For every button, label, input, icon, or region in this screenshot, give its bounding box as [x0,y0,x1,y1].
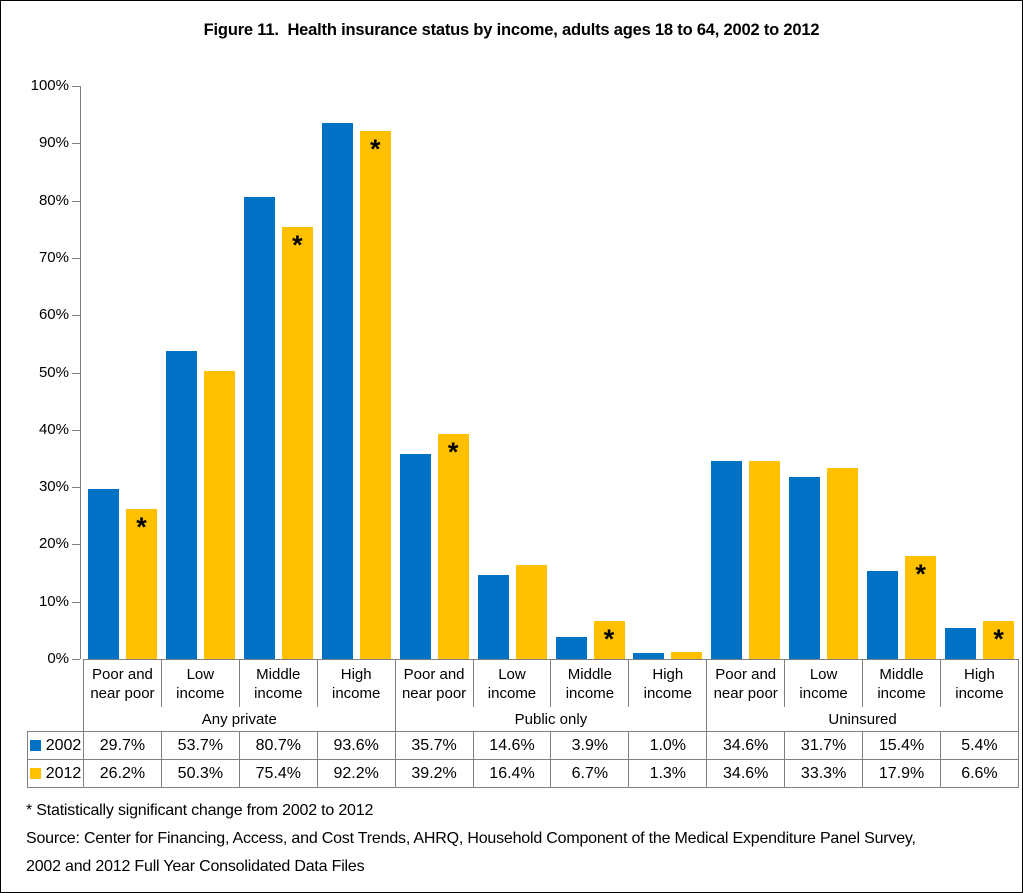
category-cell-poor-and-near-poor-4: Poor and near poor [395,660,473,708]
y-axis-tick-label: 10% [38,592,69,610]
y-axis-tick-mark [72,143,80,144]
value-cell-2012-middle-income-10: 17.9% [863,760,941,788]
y-axis-tick-label: 100% [30,77,69,94]
bar-2012-middle-income-10 [905,556,936,659]
significance-asterisk: * [603,624,615,654]
bar-2002-poor-and-near-poor-0 [88,489,119,659]
legend-label-2002: 2002 [45,736,82,754]
significance-asterisk: * [915,559,926,589]
value-cell-2012-high-income-3: 92.2% [317,760,395,788]
bar-2002-high-income-3 [322,123,353,659]
value-cell-2012-high-income-7: 1.3% [629,760,707,788]
category-header-row [28,660,1019,708]
significance-asterisk: * [447,437,459,467]
bar-2012-high-income-7 [671,652,702,659]
category-cell-poor-and-near-poor-8: Poor and near poor [707,660,785,708]
bar-2002-low-income-9 [789,477,820,659]
value-cell-2002-low-income-5: 14.6% [473,732,551,760]
value-cell-2002-middle-income-10: 15.4% [863,732,941,760]
table-corner-blank [28,660,84,732]
y-axis-tick-mark [72,430,80,431]
bar-2012-high-income-3 [360,131,391,659]
category-cell-middle-income-10: Middle income [863,660,941,708]
value-cell-2012-middle-income-2: 75.4% [239,760,317,788]
footnotes [26,797,1011,881]
legend-cell-2012 [28,760,84,788]
significance-asterisk: * [369,134,381,164]
significance-footnote: * Statistically significant change from 2002 to 2012 [26,802,374,819]
y-axis-tick-label: 90% [38,134,69,152]
bar-2012-middle-income-2 [282,227,313,659]
significance-asterisk: * [993,624,1004,654]
y-axis-tick-mark [72,315,80,316]
value-cell-2012-low-income-9: 33.3% [785,760,863,788]
value-cell-2012-low-income-5: 16.4% [473,760,551,788]
legend-swatch-icon-2012 [30,768,41,779]
y-axis-tick-label: 50% [38,363,69,381]
y-axis-tick-label: 80% [38,191,69,209]
value-row-2012 [28,760,1019,788]
bar-2002-high-income-11 [945,628,976,659]
source-footnote-line-2: 2002 and 2012 Full Year Consolidated Data Files [26,858,365,875]
y-axis-tick-label: 70% [38,248,69,266]
figure-title: Figure 11. Health insurance status by income, adults ages 18 to 64, 2002 to 2012 [203,21,820,39]
y-axis-line [80,86,81,659]
category-cell-poor-and-near-poor-0: Poor and near poor [84,660,162,708]
value-row-2002 [28,732,1019,760]
group-label-cell-uninsured: Uninsured [707,707,1019,732]
group-header-row [28,707,1019,732]
bar-2002-middle-income-2 [244,197,275,659]
bar-2012-low-income-9 [827,468,858,659]
category-cell-low-income-9: Low income [785,660,863,708]
y-axis-tick-label: 0% [47,650,69,667]
y-axis-tick-label: 20% [38,535,69,553]
y-axis-tick-label: 60% [38,306,69,324]
y-axis-tick-mark [72,201,80,202]
y-axis-tick-mark [72,86,80,87]
value-cell-2002-low-income-9: 31.7% [785,732,863,760]
y-axis-tick-mark [72,258,80,259]
category-cell-middle-income-2: Middle income [239,660,317,708]
legend-cell-2002 [28,732,84,760]
bar-2002-poor-and-near-poor-4 [400,454,431,659]
bar-2012-low-income-5 [516,565,547,659]
bar-2002-middle-income-6 [556,637,587,659]
value-cell-2002-poor-and-near-poor-4: 35.7% [395,732,473,760]
source-footnote-line-1: Source: Center for Financing, Access, and Cost Trends, AHRQ, Household Component of the Medical Expenditure Panel Survey, [26,830,916,847]
value-cell-2002-high-income-7: 1.0% [629,732,707,760]
y-axis-tick-label: 30% [38,478,69,496]
value-cell-2012-poor-and-near-poor-4: 39.2% [395,760,473,788]
category-cell-high-income-7: High income [629,660,707,708]
legend-swatch-icon-2002 [30,740,41,751]
significance-asterisk: * [292,230,303,260]
value-cell-2002-poor-and-near-poor-0: 29.7% [84,732,162,760]
bar-2012-poor-and-near-poor-4 [438,434,469,659]
y-axis-tick-label: 40% [38,420,69,438]
value-cell-2002-poor-and-near-poor-8: 34.6% [707,732,785,760]
group-label-cell-any-private: Any private [84,707,396,732]
category-cell-middle-income-6: Middle income [551,660,629,708]
category-cell-low-income-5: Low income [473,660,551,708]
value-cell-2012-middle-income-6: 6.7% [551,760,629,788]
value-cell-2012-low-income-1: 50.3% [161,760,239,788]
value-cell-2002-low-income-1: 53.7% [161,732,239,760]
y-axis-tick-mark [72,373,80,374]
value-cell-2002-middle-income-6: 3.9% [551,732,629,760]
bar-2012-middle-income-6 [594,621,625,659]
category-cell-high-income-3: High income [317,660,395,708]
significance-asterisk: * [136,512,147,542]
bar-2012-high-income-11 [983,621,1014,659]
y-axis-tick-mark [72,602,80,603]
bar-2012-poor-and-near-poor-0 [126,509,157,659]
legend-label-2012: 2012 [45,764,82,782]
bar-2002-poor-and-near-poor-8 [711,461,742,659]
category-cell-low-income-1: Low income [161,660,239,708]
bar-2012-poor-and-near-poor-8 [749,461,780,659]
value-cell-2012-high-income-11: 6.6% [940,760,1018,788]
bar-2002-low-income-5 [478,575,509,659]
category-cell-high-income-11: High income [940,660,1018,708]
value-cell-2002-middle-income-2: 80.7% [239,732,317,760]
bar-2002-low-income-1 [166,351,197,659]
value-cell-2012-poor-and-near-poor-0: 26.2% [84,760,162,788]
group-label-cell-public-only: Public only [395,707,707,732]
y-axis-tick-mark [72,487,80,488]
value-cell-2002-high-income-3: 93.6% [317,732,395,760]
bar-2012-low-income-1 [204,371,235,659]
data-table [27,659,1019,788]
value-cell-2012-poor-and-near-poor-8: 34.6% [707,760,785,788]
bar-2002-middle-income-10 [867,571,898,659]
value-cell-2002-high-income-11: 5.4% [940,732,1018,760]
y-axis-tick-mark [72,544,80,545]
